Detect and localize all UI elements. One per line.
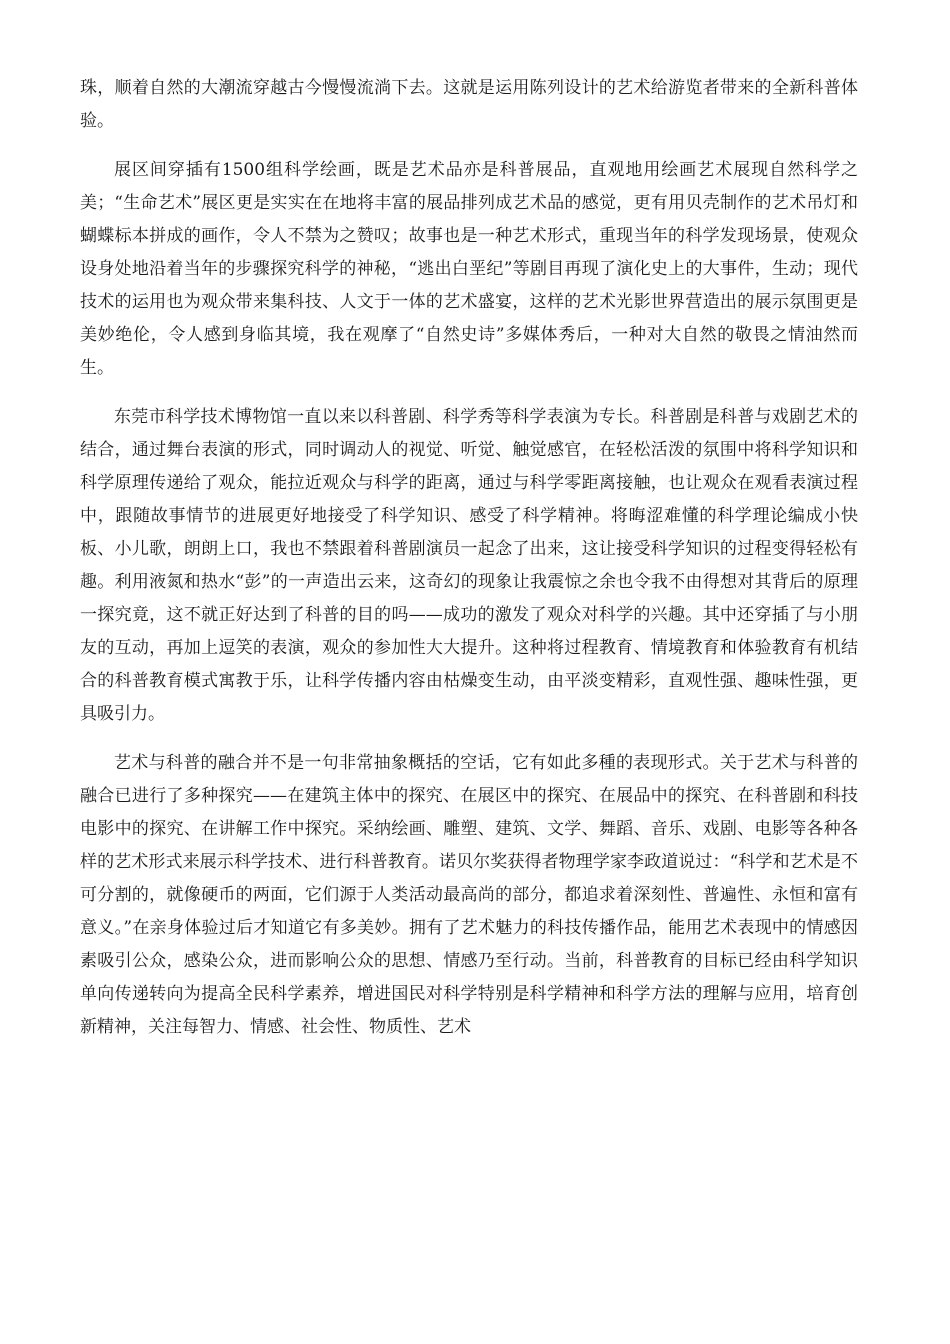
paragraph-art-science-fusion: 艺术与科普的融合并不是一句非常抽象概括的空话，它有如此多種的表现形式。关于艺术与科普的融合已进行了多种探究——在建筑主体中的探究、在展区中的探究、在展品中的探究、在科普剧和科技电影中的探究、在讲解工作中探究。采纳绘画、雕塑、建筑、文学、舞蹈、音乐、戏剧、电影等各种各样的艺术形式来展示科学技术、进行科普教育。诺贝尔奖获得者物理学家李政道说过：“科学和艺术是不可分割的，就像硬币的两面，它们源于人类活动最高尚的部分，都追求着深刻性、普遍性、永恒和富有意义。”在亲身体验过后才知道它有多美妙。拥有了艺术魅力的科技传播作品，能用艺术表现中的情感因素吸引公众，感染公众，进而影响公众的思想、情感乃至行动。当前，科普教育的目标已经由科学知识单向传递转向为提高全民科学素养，增进国民对科学特别是科学精神和科学方法的理解与应用，培育创新精神，关注每智力、情感、社会性、物质性、艺术 [80, 753, 858, 1037]
paragraph-exhibition-art: 展区间穿插有1500组科学绘画，既是艺术品亦是科普展品，直观地用绘画艺术展现自然科学之美；“生命艺术”展区更是实实在在地将丰富的展品排列成艺术品的感觉，更有用贝壳制作的艺术吊灯和蝴蝶标本拼成的画作，令人不禁为之赞叹；故事也是一种艺术形式，重现当年的科学发现场景，使观众设身处地沿着当年的步骤探究科学的神秘，“逃出白垩纪”等剧目再现了演化史上的大事件，生动；现代技术的运用也为观众带来集科技、人文于一体的艺术盛宴，这样的艺术光影世界营造出的展示氛围更是美妙绝伦，令人感到身临其境，我在观摩了“自然史诗”多媒体秀后，一种对大自然的敬畏之情油然而生。 [80, 160, 858, 378]
document-page [80, 72, 858, 1060]
paragraph-science-drama: 东莞市科学技术博物馆一直以来以科普剧、科学秀等科学表演为专长。科普剧是科普与戏剧艺术的结合，通过舞台表演的形式，同时调动人的视觉、听觉、触觉感官，在轻松活泼的氛围中将科学知识和科学原理传递给了观众，能拉近观众与科学的距离，通过与科学零距离接触，也让观众在观看表演过程中，跟随故事情节的进展更好地接受了科学知识、感受了科学精神。将晦涩难懂的科学理论编成小快板、小儿歌，朗朗上口，我也不禁跟着科普剧演员一起念了出来，这让接受科学知识的过程变得轻松有趣。利用液氮和热水“彭”的一声造出云来，这奇幻的现象让我震惊之余也令我不由得想对其背后的原理一探究竟，这不就正好达到了科普的目的吗——成功的激发了观众对科学的兴趣。其中还穿插了与小朋友的互动，再加上逗笑的表演，观众的参加性大大提升。这种将过程教育、情境教育和体验教育有机结合的科普教育模式寓教于乐，让科学传播内容由枯燥变生动，由平淡变精彩，直观性强、趣味性强，更具吸引力。 [80, 407, 858, 724]
paragraph-continued: 珠，顺着自然的大潮流穿越古今慢慢流淌下去。这就是运用陈列设计的艺术给游览者带来的全新科普体验。 [80, 78, 858, 131]
